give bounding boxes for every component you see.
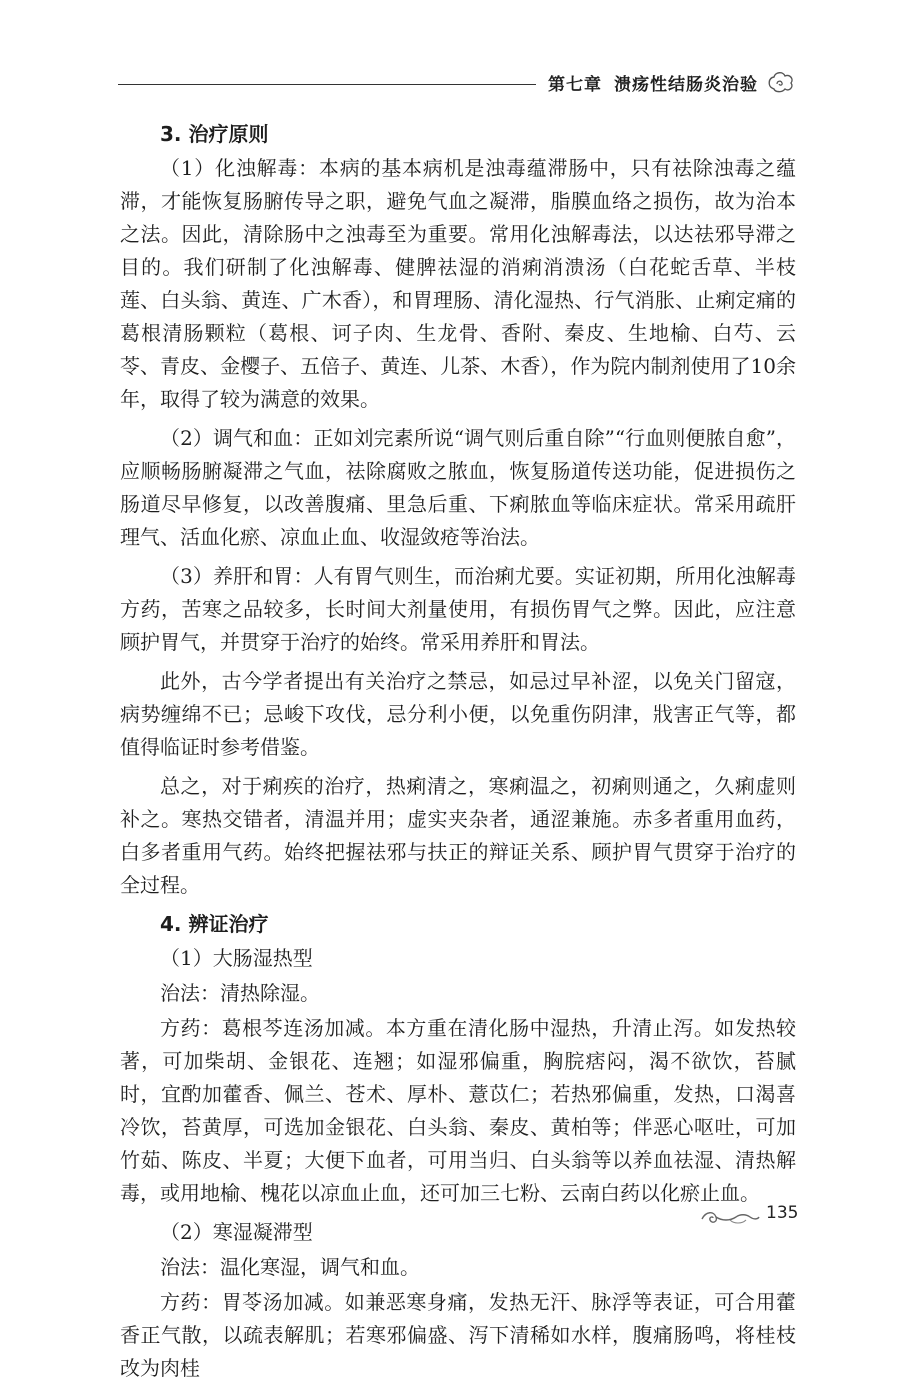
page-number: 135 bbox=[766, 1203, 799, 1223]
syndrome-type-title: （1）大肠湿热型 bbox=[160, 946, 313, 970]
prescription-paragraph: 方药：胃苓汤加减。如兼恶寒身痛，发热无汗、脉浮等表证，可合用藿香正气散，以疏表解肌；若寒邪偏盛、泻下清稀如水样，腹痛肠鸣，将桂枝改为肉桂 bbox=[120, 1290, 796, 1380]
page-footer bbox=[700, 1203, 810, 1233]
running-header bbox=[0, 66, 900, 106]
cloud-scroll-ornament-icon bbox=[700, 1205, 760, 1227]
chapter-title: 溃疡性结肠炎治验 bbox=[614, 75, 758, 95]
section-heading-treatment-principles: 3. 治疗原则 bbox=[160, 122, 269, 146]
paragraph-nourish-liver-stomach: （3）养肝和胃：人有胃气则生，而治痢尤要。实证初期，所用化浊解毒方药，苦寒之品较多，长时间大剂量使用，有损伤胃气之弊。因此，应注意顾护胃气，并贯穿于治疗的始终。常采用养肝和胃法。 bbox=[120, 564, 796, 654]
treatment-method: 治法：温化寒湿，调气和血。 bbox=[160, 1255, 420, 1279]
page-content bbox=[120, 118, 799, 1391]
header-text bbox=[548, 70, 758, 95]
header-rule bbox=[118, 84, 536, 85]
prescription-paragraph: 方药：葛根芩连汤加减。本方重在清化肠中湿热，升清止泻。如发热较著，可加柴胡、金银花、连翘；如湿邪偏重，胸脘痞闷，渴不欲饮，苔腻时，宜酌加藿香、佩兰、苍术、厚朴、薏苡仁；若热邪偏重，发热，口渴喜冷饮，苔黄厚，可选加金银花、白头翁、秦皮、黄柏等；伴恶心呕吐，可加竹茹、陈皮、半夏；大便下血者，可用当归、白头翁等以养血祛湿、清热解毒，或用地榆、槐花以凉血止血，还可加三七粉、云南白药以化瘀止血。 bbox=[120, 1016, 796, 1205]
paragraph-contraindications: 此外，古今学者提出有关治疗之禁忌，如忌过早补涩，以免关门留寇，病势缠绵不已；忌峻下攻伐，忌分利小便，以免重伤阴津，戕害正气等，都值得临证时参考借鉴。 bbox=[120, 669, 796, 759]
paragraph-regulate-qi-blood: （2）调气和血：正如刘完素所说“调气则后重自除”“行血则便脓自愈”，应顺畅肠腑凝滞之气血，祛除腐败之脓血，恢复肠道传送功能，促进损伤之肠道尽早修复，以改善腹痛、里急后重、下痢脓血等临床症状。常采用疏肝理气、活血化瘀、凉血止血、收湿敛疮等治法。 bbox=[120, 426, 796, 549]
syndrome-type-title: （2）寒湿凝滞型 bbox=[160, 1220, 313, 1244]
chapter-label: 第七章 bbox=[548, 75, 602, 95]
cloud-ornament-icon bbox=[766, 68, 796, 98]
paragraph-summary: 总之，对于痢疾的治疗，热痢清之，寒痢温之，初痢则通之，久痢虚则补之。寒热交错者，清温并用；虚实夹杂者，通涩兼施。赤多者重用血药，白多者重用气药。始终把握祛邪与扶正的辩证关系、顾护胃气贯穿于治疗的全过程。 bbox=[120, 774, 796, 897]
paragraph-resolve-turbidity: （1）化浊解毒：本病的基本病机是浊毒蕴滞肠中，只有祛除浊毒之蕴滞，才能恢复肠腑传导之职，避免气血之凝滞，脂膜血络之损伤，故为治本之法。因此，清除肠中之浊毒至为重要。常用化浊解毒法，以达祛邪导滞之目的。我们研制了化浊解毒、健脾祛湿的消痢消溃汤（白花蛇舌草、半枝莲、白头翁、黄连、广木香），和胃理肠、清化湿热、行气消胀、止痢定痛的葛根清肠颗粒（葛根、诃子肉、生龙骨、香附、秦皮、生地榆、白芍、云苓、青皮、金樱子、五倍子、黄连、儿茶、木香），作为院内制剂使用了10余年，取得了较为满意的效果。 bbox=[120, 156, 796, 411]
treatment-method: 治法：清热除湿。 bbox=[160, 981, 320, 1005]
section-heading-syndrome-treatment: 4. 辨证治疗 bbox=[160, 912, 269, 936]
